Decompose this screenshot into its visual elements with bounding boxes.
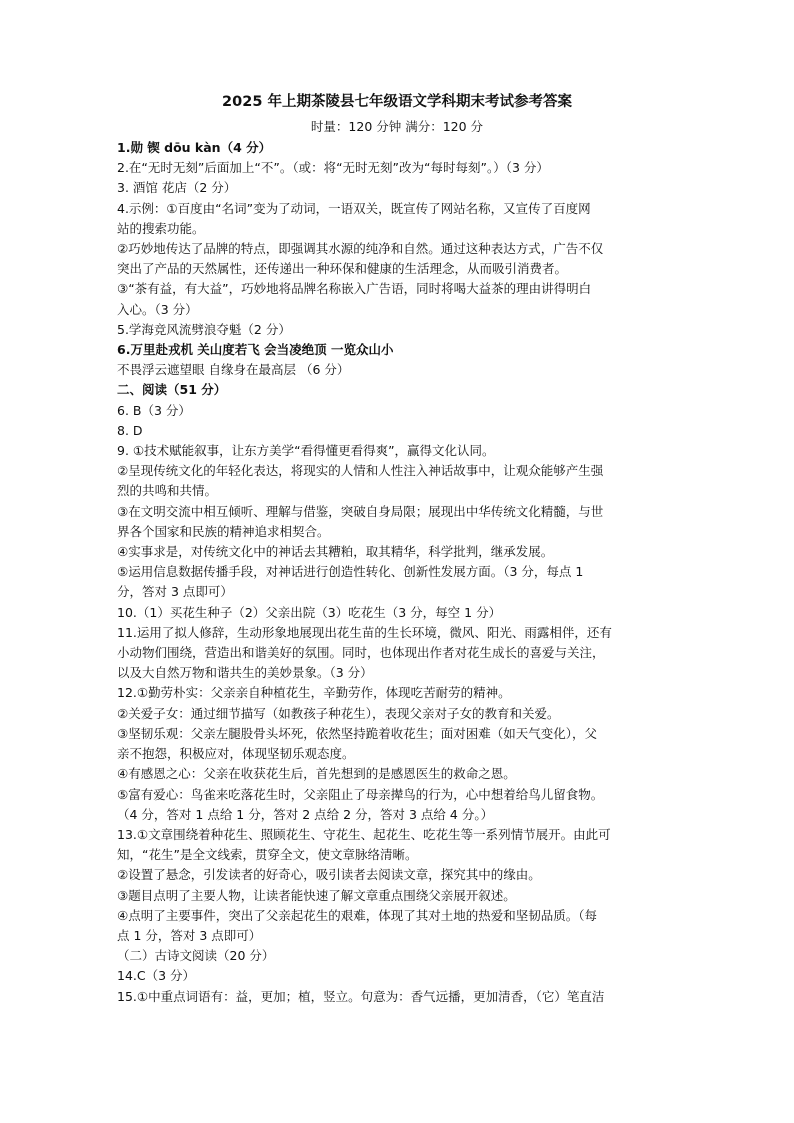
answer-line: ④有感恩之心：父亲在收获花生后，首先想到的是感恩医生的救命之恩。 [117, 766, 516, 782]
answer-line: 12.①勤劳朴实：父亲亲自种植花生，辛勤劳作，体现吃苦耐劳的精神。 [117, 685, 511, 701]
answer-line: ②设置了悬念，引发读者的好奇心，吸引读者去阅读文章，探究其中的缘由。 [117, 867, 541, 883]
answer-line: 亲不抱怨，积极应对，体现坚韧乐观态度。 [117, 746, 355, 762]
answer-document [117, 92, 677, 1007]
answer-line: ③题目点明了主要人物，让读者能快速了解文章重点围绕父亲展开叙述。 [117, 887, 516, 903]
answer-line: 分，答对 3 点即可） [117, 584, 233, 600]
answer-line: 以及大自然万物和谐共生的美妙景象。（3 分） [117, 665, 373, 681]
answer-line: 9. ①技术赋能叙事，让东方美学“看得懂更看得爽”，赢得文化认同。 [117, 443, 495, 459]
answer-line: ③坚韧乐观：父亲左腿股骨头坏死，依然坚持跪着收花生；面对困难（如天气变化），父 [117, 725, 597, 741]
answer-line: 3. 酒馆 花店（2 分） [117, 180, 237, 196]
document-title: 2025 年上期茶陵县七年级语文学科期末考试参考答案 [222, 94, 572, 110]
answer-line: 不畏浮云遮望眼 自缘身在最高层 （6 分） [117, 362, 350, 378]
answer-line: ②呈现传统文化的年轻化表达，将现实的人情和人性注入神话故事中，让观众能够产生强 [117, 463, 604, 479]
answer-line: ④点明了主要事件，突出了父亲起花生的艰难，体现了其对土地的热爱和坚韧品质。（每 [117, 907, 597, 923]
answer-line: ⑤富有爱心：鸟雀来吃落花生时，父亲阻止了母亲撵鸟的行为，心中想着给鸟儿留食物。 [117, 786, 604, 802]
answer-line: 界各个国家和民族的精神追求相契合。 [117, 523, 330, 539]
section-heading: （二）古诗文阅读（20 分） [117, 948, 275, 964]
answer-line: ④实事求是，对传统文化中的神话去其糟粕，取其精华，科学批判，继承发展。 [117, 544, 554, 560]
exam-meta: 时量：120 分钟 满分：120 分 [310, 119, 484, 134]
answer-line: 点 1 分，答对 3 点即可） [117, 927, 262, 943]
answer-line: ③在文明交流中相互倾听、理解与借鉴，突破自身局限；展现出中华传统文化精髓，与世 [117, 503, 604, 519]
answer-line: 烈的共鸣和共情。 [117, 483, 218, 499]
answer-line: 14.C（3 分） [117, 968, 196, 984]
answer-line: 入心。（3 分） [117, 301, 198, 317]
answer-line: ⑤运用信息数据传播手段，对神话进行创造性转化、创新性发展方面。（3 分，每点 1 [117, 564, 584, 580]
answer-line: 6. B（3 分） [117, 402, 191, 418]
answer-line: 小动物们围绕，营造出和谐美好的氛围。同时，也体现出作者对花生成长的喜爱与关注， [117, 645, 605, 661]
section-heading: 二、阅读（51 分） [117, 382, 227, 398]
answer-line: 15.①中重点词语有：益，更加；植，竖立。句意为：香气远播，更加清香，（它）笔直洁 [117, 988, 605, 1004]
answer-line: 知，“花生”是全文线索，贯穿全文，使文章脉络清晰。 [117, 847, 418, 863]
answer-line: 8. D [117, 422, 143, 438]
answer-line: ③“茶有益，有大益”，巧妙地将品牌名称嵌入广告语，同时将喝大益茶的理由讲得明白 [117, 281, 592, 297]
answer-line: 站的搜索功能。 [117, 220, 205, 236]
answer-line: 4.示例：①百度由“名词”变为了动词，一语双关，既宣传了网站名称，又宣传了百度网 [117, 200, 591, 216]
answer-line: ②巧妙地传达了品牌的特点，即强调其水源的纯净和自然。通过这种表达方式，广告不仅 [117, 241, 604, 257]
answer-line: ②关爱子女：通过细节描写（如教孩子种花生），表现父亲对子女的教育和关爱。 [117, 705, 560, 721]
answer-line: 10.（1）买花生种子（2）父亲出院（3）吃花生（3 分，每空 1 分） [117, 604, 502, 620]
answer-line: 13.①文章围绕着种花生、照顾花生、守花生、起花生、吃花生等一系列情节展开。由此可 [117, 826, 611, 842]
answer-line: 5.学海竞风流劈浪夺魁（2 分） [117, 321, 291, 337]
answer-line: 6.万里赴戎机 关山度若飞 会当凌绝顶 一览众山小 [117, 342, 394, 358]
answer-line: 11.运用了拟人修辞，生动形象地展现出花生苗的生长环境，微风、阳光、雨露相伴，还有 [117, 624, 612, 640]
answer-line: 2.在“无时无刻”后面加上“不”。（或：将“无时无刻”改为“每时每刻”。）（3 分） [117, 160, 549, 176]
answer-line: 突出了产品的天然属性，还传递出一种环保和健康的生活理念，从而吸引消费者。 [117, 261, 568, 277]
answer-line: 1.勋 锲 dōu kàn（4 分） [117, 140, 272, 155]
answer-line: （4 分，答对 1 点给 1 分，答对 2 点给 2 分，答对 3 点给 4 分。） [117, 806, 494, 822]
